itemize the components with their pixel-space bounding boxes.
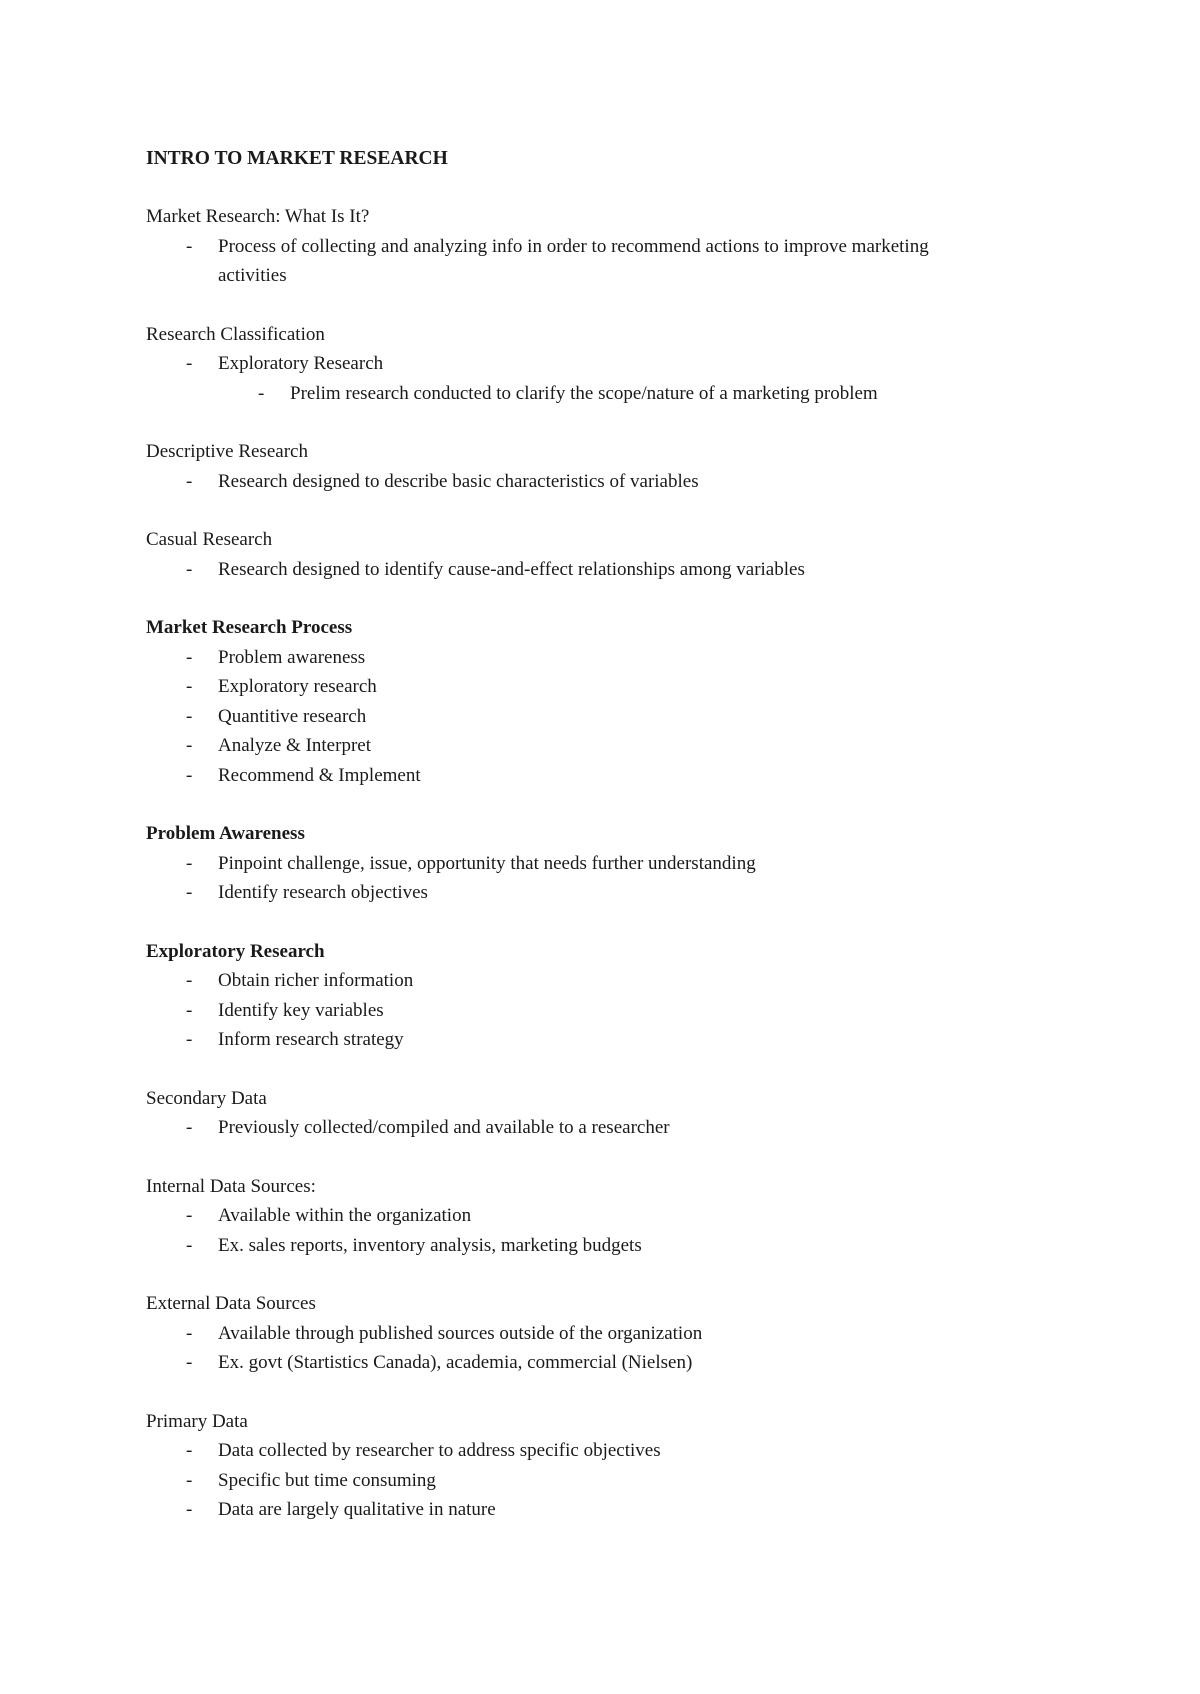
list-item: Specific but time consuming [218,1469,436,1491]
list-item: Identify key variables [218,999,384,1021]
list-bullet-dash: - [186,646,193,668]
section-heading: Market Research: What Is It? [146,206,370,227]
list-item: Ex. govt (Startistics Canada), academia, commercial (Nielsen) [218,1352,693,1373]
section-heading: Secondary Data [146,1087,267,1109]
list-item: Obtain richer information [218,970,414,991]
list-bullet-dash: - [186,470,193,492]
list-bullet-dash: - [186,353,193,374]
list-item: Available within the organization [218,1205,472,1226]
list-item: Identify research objectives [218,882,428,903]
list-bullet-dash: - [186,1322,193,1344]
list-bullet-dash: - [186,970,193,991]
list-item-continuation: activities [218,265,287,286]
list-bullet-dash: - [186,1029,193,1050]
section-heading: Exploratory Research [146,940,325,962]
list-bullet-dash: - [258,382,265,404]
list-item: Ex. sales reports, inventory analysis, marketing budgets [218,1234,642,1256]
section-heading: Market Research Process [146,617,353,638]
list-item: Pinpoint challenge, issue, opportunity that needs further understanding [218,852,756,874]
list-item: Available through published sources outside of the organization [218,1322,703,1344]
list-bullet-dash: - [186,705,193,727]
list-bullet-dash: - [186,1440,193,1461]
list-item: Problem awareness [218,646,366,668]
list-item: Inform research strategy [218,1029,404,1050]
section-heading: Casual Research [146,529,273,550]
section-heading: Problem Awareness [146,823,305,844]
list-bullet-dash: - [186,764,193,786]
list-item: Process of collecting and analyzing info in order to recommend actions to improve marketing [218,235,929,257]
list-item: Exploratory Research [218,353,384,374]
list-bullet-dash: - [186,1234,193,1256]
list-bullet-dash: - [186,1469,193,1491]
list-item: Research designed to identify cause-and-effect relationships among variables [218,558,805,580]
section-heading: Research Classification [146,323,325,345]
list-bullet-dash: - [186,999,193,1021]
list-bullet-dash: - [186,882,193,903]
list-item: Research designed to describe basic characteristics of variables [218,470,699,492]
list-item: Exploratory research [218,676,377,697]
list-item: Quantitive research [218,705,367,727]
list-bullet-dash: - [186,1499,193,1520]
list-bullet-dash: - [186,1352,193,1373]
list-bullet-dash: - [186,1205,193,1226]
list-bullet-dash: - [186,558,193,580]
list-item: Data collected by researcher to address specific objectives [218,1440,661,1461]
list-bullet-dash: - [186,735,193,756]
section-heading: External Data Sources [146,1293,316,1314]
list-bullet-dash: - [186,852,193,874]
document-title: INTRO TO MARKET RESEARCH [146,148,448,169]
section-heading: Internal Data Sources: [146,1175,316,1197]
list-item: Recommend & Implement [218,764,421,786]
section-heading: Descriptive Research [146,441,308,462]
list-bullet-dash: - [186,235,193,257]
list-item: Analyze & Interpret [218,735,371,756]
section-heading: Primary Data [146,1410,248,1432]
list-bullet-dash: - [186,676,193,697]
list-item: Previously collected/compiled and available to a researcher [218,1117,670,1138]
list-item: Data are largely qualitative in nature [218,1499,496,1520]
list-bullet-dash: - [186,1117,193,1138]
sub-list-item: Prelim research conducted to clarify the scope/nature of a marketing problem [290,382,878,404]
